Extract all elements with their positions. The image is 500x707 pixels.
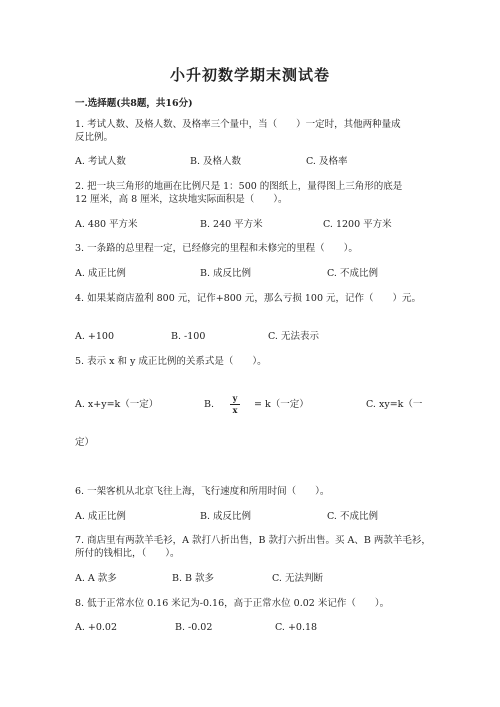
question-7-text-line-2: 所付的钱相比，（ ）。 bbox=[75, 548, 180, 559]
question-1-option-b: B. 及格人数 bbox=[190, 156, 242, 167]
question-2-option-a: A. 480 平方米 bbox=[75, 219, 138, 230]
question-5-option-c-line-2: 定） bbox=[75, 437, 95, 448]
fraction-denominator: x bbox=[232, 405, 238, 415]
question-4-text-line-1: 4. 如果某商店盈利 800 元，记作+800 元，那么亏损 100 元，记作（ ）元。 bbox=[75, 293, 422, 304]
question-3-text-line-1: 3. 一条路的总里程一定，已经修完的里程和未修完的里程（ ）。 bbox=[75, 243, 358, 254]
question-4-option-c: C. 无法表示 bbox=[268, 331, 319, 342]
question-2-option-b: B. 240 平方米 bbox=[200, 219, 263, 230]
question-1-text-line-2: 反比例。 bbox=[75, 132, 114, 143]
question-3-option-b: B. 成反比例 bbox=[200, 268, 252, 279]
question-2-text-line-2: 12 厘米，高 8 厘米，这块地实际面积是（ ）。 bbox=[75, 194, 288, 205]
question-3-option-c: C. 不成比例 bbox=[327, 268, 378, 279]
question-1-text-line-1: 1. 考试人数、及格人数、及格率三个量中，当（ ）一定时，其他两种量成 bbox=[75, 119, 401, 130]
fraction-numerator: y bbox=[232, 393, 238, 403]
question-1-option-a: A. 考试人数 bbox=[75, 156, 126, 167]
question-5-text-line-1: 5. 表示 x 和 y 成正比例的关系式是（ ）。 bbox=[75, 356, 267, 367]
question-7-text-line-1: 7. 商店里有两款羊毛衫，A 款打八折出售，B 款打六折出售。买 A、B 两款羊毛衫， bbox=[75, 535, 431, 546]
question-8-option-a: A. +0.02 bbox=[75, 622, 118, 633]
question-5-option-a: A. x+y=k（一定） bbox=[75, 399, 159, 410]
question-6-option-b: B. 成反比例 bbox=[200, 511, 252, 522]
question-4-option-a: A. +100 bbox=[75, 331, 114, 342]
question-8-option-c: C. +0.18 bbox=[275, 622, 318, 633]
question-4-option-b: B. -100 bbox=[171, 331, 206, 342]
question-6-text-line-1: 6. 一架客机从北京飞往上海，飞行速度和所用时间（ ）。 bbox=[75, 486, 330, 497]
question-8-option-b: B. -0.02 bbox=[175, 622, 213, 633]
question-5-option-b-text: = k（一定） bbox=[254, 399, 309, 410]
question-6-option-a: A. 成正比例 bbox=[75, 511, 126, 522]
question-2-text-line-1: 2. 把一块三角形的地画在比例尺是 1：500 的图纸上，量得图上三角形的底是 bbox=[75, 181, 403, 192]
question-8-text-line-1: 8. 低于正常水位 0.16 米记为-0.16，高于正常水位 0.02 米记作（ ）。 bbox=[75, 598, 390, 609]
question-1-option-c: C. 及格率 bbox=[306, 156, 348, 167]
question-3-option-a: A. 成正比例 bbox=[75, 268, 126, 279]
question-5-option-b-label: B. bbox=[204, 399, 215, 410]
question-5-option-b-fraction bbox=[230, 394, 240, 415]
question-2-option-c: C. 1200 平方米 bbox=[323, 219, 392, 230]
question-7-option-b: B. B 款多 bbox=[172, 573, 215, 584]
question-5-option-c-line-1: C. xy=k（一 bbox=[366, 399, 423, 410]
section-heading: 一.选择题(共8题，共16分) bbox=[75, 98, 193, 109]
question-7-option-a: A. A 款多 bbox=[75, 573, 117, 584]
question-6-option-c: C. 不成比例 bbox=[327, 511, 378, 522]
page-title: 小升初数学期末测试卷 bbox=[169, 66, 330, 84]
question-7-option-c: C. 无法判断 bbox=[272, 573, 323, 584]
